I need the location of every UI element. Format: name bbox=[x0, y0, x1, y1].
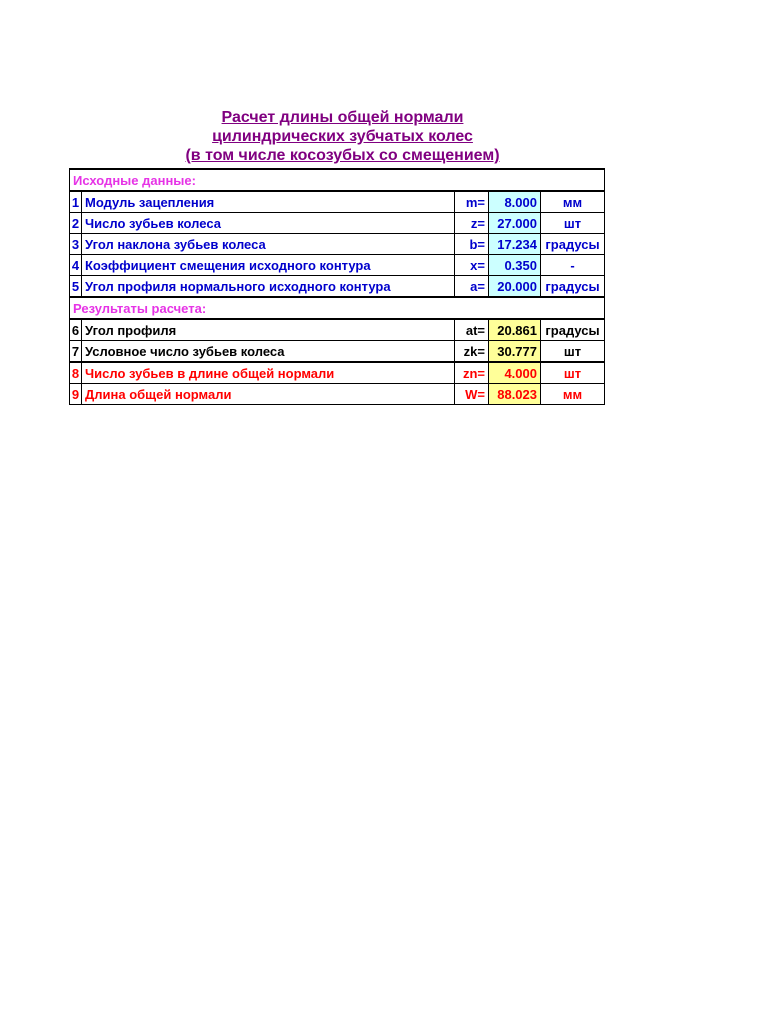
parameter-name: Коэффициент смещения исходного контура bbox=[82, 255, 455, 276]
table-row bbox=[70, 384, 605, 405]
result-value-cell: 4.000 bbox=[489, 362, 541, 384]
results-section-header bbox=[70, 297, 605, 319]
parameter-unit: шт bbox=[541, 362, 605, 384]
table-row bbox=[70, 191, 605, 213]
parameter-name: Условное число зубьев колеса bbox=[82, 341, 455, 363]
parameter-unit: шт bbox=[541, 341, 605, 363]
table-row bbox=[70, 341, 605, 363]
row-number: 3 bbox=[70, 234, 82, 255]
parameter-symbol: zn= bbox=[455, 362, 489, 384]
parameter-name: Угол профиля нормального исходного контура bbox=[82, 276, 455, 298]
title-line-1: Расчет длины общей нормали bbox=[221, 109, 464, 126]
page-title bbox=[70, 108, 615, 165]
parameter-name: Модуль зацепления bbox=[82, 191, 455, 213]
parameter-name: Число зубьев в длине общей нормали bbox=[82, 362, 455, 384]
parameter-symbol: m= bbox=[455, 191, 489, 213]
result-value-cell: 20.861 bbox=[489, 319, 541, 341]
input-value-cell[interactable]: 17.234 bbox=[489, 234, 541, 255]
parameter-unit: мм bbox=[541, 191, 605, 213]
parameter-unit: градусы bbox=[541, 234, 605, 255]
parameter-unit: градусы bbox=[541, 319, 605, 341]
row-number: 1 bbox=[70, 191, 82, 213]
table-row bbox=[70, 276, 605, 298]
parameter-symbol: b= bbox=[455, 234, 489, 255]
table-row bbox=[70, 255, 605, 276]
parameter-symbol: x= bbox=[455, 255, 489, 276]
row-number: 5 bbox=[70, 276, 82, 298]
parameter-symbol: z= bbox=[455, 213, 489, 234]
parameter-symbol: W= bbox=[455, 384, 489, 405]
title-line-2: цилиндрических зубчатых колес bbox=[212, 128, 473, 145]
table-row bbox=[70, 213, 605, 234]
row-number: 4 bbox=[70, 255, 82, 276]
input-value-cell[interactable]: 20.000 bbox=[489, 276, 541, 298]
table-row bbox=[70, 234, 605, 255]
results-header-label: Результаты расчета: bbox=[70, 297, 605, 319]
inputs-header-label: Исходные данные: bbox=[70, 169, 605, 191]
title-line-3: (в том числе косозубых со смещением) bbox=[185, 147, 500, 164]
result-value-cell: 30.777 bbox=[489, 341, 541, 363]
parameter-name: Угол наклона зубьев колеса bbox=[82, 234, 455, 255]
calculation-table bbox=[69, 168, 605, 405]
parameter-unit: - bbox=[541, 255, 605, 276]
parameter-symbol: a= bbox=[455, 276, 489, 298]
result-value-cell: 88.023 bbox=[489, 384, 541, 405]
input-value-cell[interactable]: 0.350 bbox=[489, 255, 541, 276]
parameter-symbol: at= bbox=[455, 319, 489, 341]
parameter-unit: шт bbox=[541, 213, 605, 234]
parameter-unit: градусы bbox=[541, 276, 605, 298]
parameter-name: Длина общей нормали bbox=[82, 384, 455, 405]
table-row bbox=[70, 319, 605, 341]
row-number: 6 bbox=[70, 319, 82, 341]
table-row bbox=[70, 362, 605, 384]
row-number: 2 bbox=[70, 213, 82, 234]
row-number: 9 bbox=[70, 384, 82, 405]
input-value-cell[interactable]: 8.000 bbox=[489, 191, 541, 213]
row-number: 8 bbox=[70, 362, 82, 384]
row-number: 7 bbox=[70, 341, 82, 363]
parameter-name: Угол профиля bbox=[82, 319, 455, 341]
input-value-cell[interactable]: 27.000 bbox=[489, 213, 541, 234]
parameter-unit: мм bbox=[541, 384, 605, 405]
inputs-section-header bbox=[70, 169, 605, 191]
parameter-name: Число зубьев колеса bbox=[82, 213, 455, 234]
parameter-symbol: zk= bbox=[455, 341, 489, 363]
